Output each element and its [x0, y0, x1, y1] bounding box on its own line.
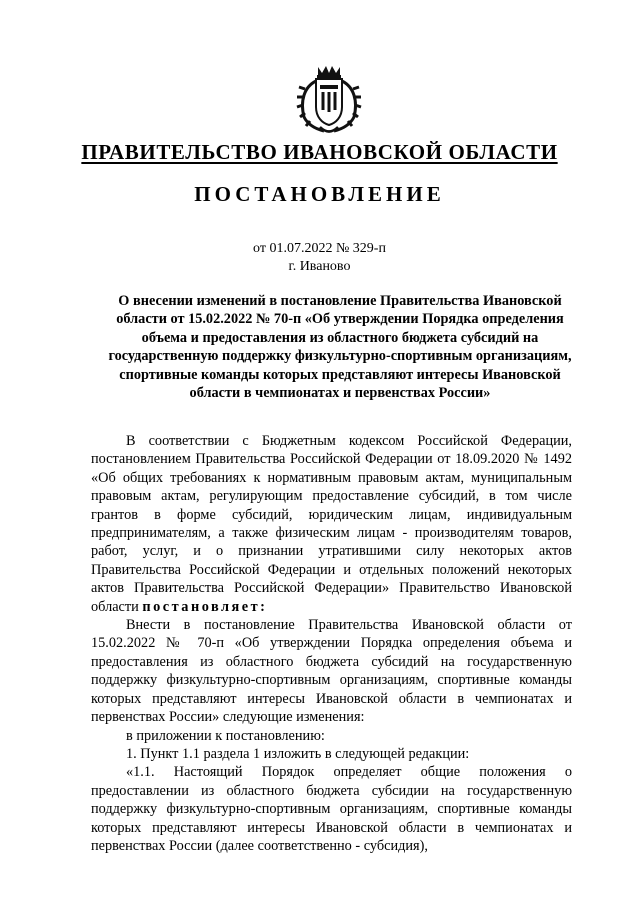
preamble-text: В соответствии с Бюджетным кодексом Российской Федерации, постановлением Правительства Российской Федерации от 18.09.2020 № 1492 «Об общих требованиях к нормативным правовым актам, муниципальным правовым актам, регулирующим предоставление субсидий, в том числе грантов в форме субсидий, юридическим лицам, индивидуальным предпринимателям, а также физическим лицам - производителям товаров, работ, услуг, и о признании утратившими силу некоторых актов Правительства Российской Федерации и отдельных положений некоторых актов Правительства Российской Федерации» Правительство Ивановской области	[91, 433, 572, 615]
paragraph-preamble	[91, 432, 572, 616]
paragraph-appendix: в приложении к постановлению:	[126, 727, 325, 744]
paragraph-item-1: 1. Пункт 1.1 раздела 1 изложить в следующей редакции:	[126, 745, 470, 762]
date-number: от 01.07.2022 № 329-п	[253, 241, 386, 256]
organization-name: ПРАВИТЕЛЬСТВО ИВАНОВСКОЙ ОБЛАСТИ	[81, 140, 558, 164]
document-type: ПОСТАНОВЛЕНИЕ	[194, 182, 445, 206]
paragraph-new-wording: «1.1. Настоящий Порядок определяет общие положения о предоставлении из областного бюджета субсидии на государственную поддержку физкультурно-спортивным организациям, спортивные команды которых представляют интересы Ивановской области в чемпионатах и первенствах России (далее соответственно - субсидия),	[91, 764, 572, 854]
document-title: О внесении изменений в постановление Правительства Ивановской области от 15.02.2022 № 70-п «Об утверждении Порядка определения объема и предоставления из областного бюджета субсидий на государственную поддержку физкультурно-спортивным организациям, спортивные команды которых представляют интересы Ивановской области в чемпионатах и первенствах России»	[108, 293, 572, 402]
city: г. Иваново	[288, 259, 351, 274]
coat-of-arms-emblem	[296, 63, 362, 135]
document-body	[91, 432, 572, 855]
date-block	[0, 240, 639, 276]
resolves-keyword: постановляет:	[142, 598, 268, 615]
paragraph-amendment-intro: Внести в постановление Правительства Ивановской области от 15.02.2022 № 70-п «Об утверждении Порядка определения объема и предоставления из областного бюджета субсидий на государственную поддержку физкультурно-спортивным организациям, спортивные команды которых представляют интересы Ивановской области в чемпионатах и первенствах России» следующие изменения:	[91, 617, 572, 726]
